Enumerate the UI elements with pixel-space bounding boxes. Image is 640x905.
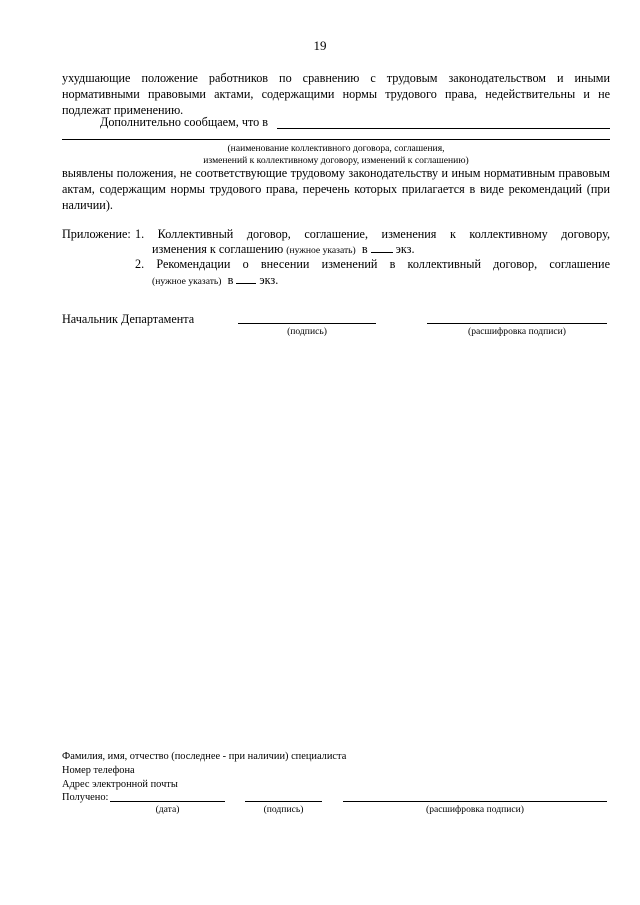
page-number: 19 [313, 38, 327, 53]
signature-decode-field[interactable] [427, 323, 607, 324]
signature-decode-caption: (расшифровка подписи) [468, 326, 566, 337]
email-label: Адрес электронной почты [62, 779, 178, 790]
agreement-name-caption-1: (наименование коллективного договора, соглашения, [227, 143, 445, 154]
received-decode-field[interactable] [343, 801, 607, 802]
agreement-name-field-line2[interactable] [62, 139, 610, 140]
attachment-item-2-note: (нужное указать) [152, 276, 222, 287]
attachment-item-2: 2. Рекомендации о внесении изменений в коллективный договор, соглашение [135, 257, 610, 271]
received-decode-caption: (расшифровка подписи) [426, 804, 524, 815]
attachment-item-1-in: в [361, 242, 368, 256]
attachment-label: Приложение: [62, 227, 131, 241]
attachment-item-1-copies-unit: экз. [395, 242, 415, 256]
attachment-item-1-copies-field[interactable] [371, 242, 393, 253]
received-date-caption: (дата) [155, 804, 180, 815]
attachment-item-2-copies-unit: экз. [259, 273, 279, 287]
signature-field[interactable] [238, 323, 376, 324]
findings-paragraph: выявлены положения, не соответствующие трудовому законодательству и иным нормативным правовым актам, содержащим нормы трудового права, перечень которых прилагается в виде рекомендаций (при наличии). [62, 166, 610, 212]
attachment-item-2-cont [152, 273, 278, 288]
attachment-item-2-in: в [227, 273, 234, 287]
received-label: Получено: [62, 792, 109, 803]
agreement-name-field[interactable] [277, 128, 610, 129]
attachment-item-1-text: изменения к соглашению [152, 242, 284, 256]
received-signature-caption: (подпись) [263, 804, 304, 815]
received-date-field[interactable] [110, 801, 225, 802]
received-signature-field[interactable] [245, 801, 322, 802]
signer-title: Начальник Департамента [62, 312, 195, 326]
intro-paragraph: ухудшающие положение работников по сравнению с трудовым законодательством и иными нормативными правовыми актами, содержащими нормы трудового права, недействительны и не подлежат применению. [62, 71, 610, 117]
agreement-name-caption-2: изменений к коллективному договору, изменений к соглашению) [203, 155, 469, 166]
attachment-item-1-cont [152, 242, 415, 257]
signature-caption: (подпись) [287, 326, 327, 337]
attachment-item-2-copies-field[interactable] [236, 273, 256, 284]
phone-label: Номер телефона [62, 765, 135, 776]
additional-lead: Дополнительно сообщаем, что в [100, 115, 269, 129]
specialist-name-label: Фамилия, имя, отчество (последнее - при наличии) специалиста [62, 751, 347, 762]
attachment-item-1-note: (нужное указать) [286, 245, 356, 256]
attachment-item-1: 1. Коллективный договор, соглашение, изменения к коллективному договору, [135, 227, 610, 241]
